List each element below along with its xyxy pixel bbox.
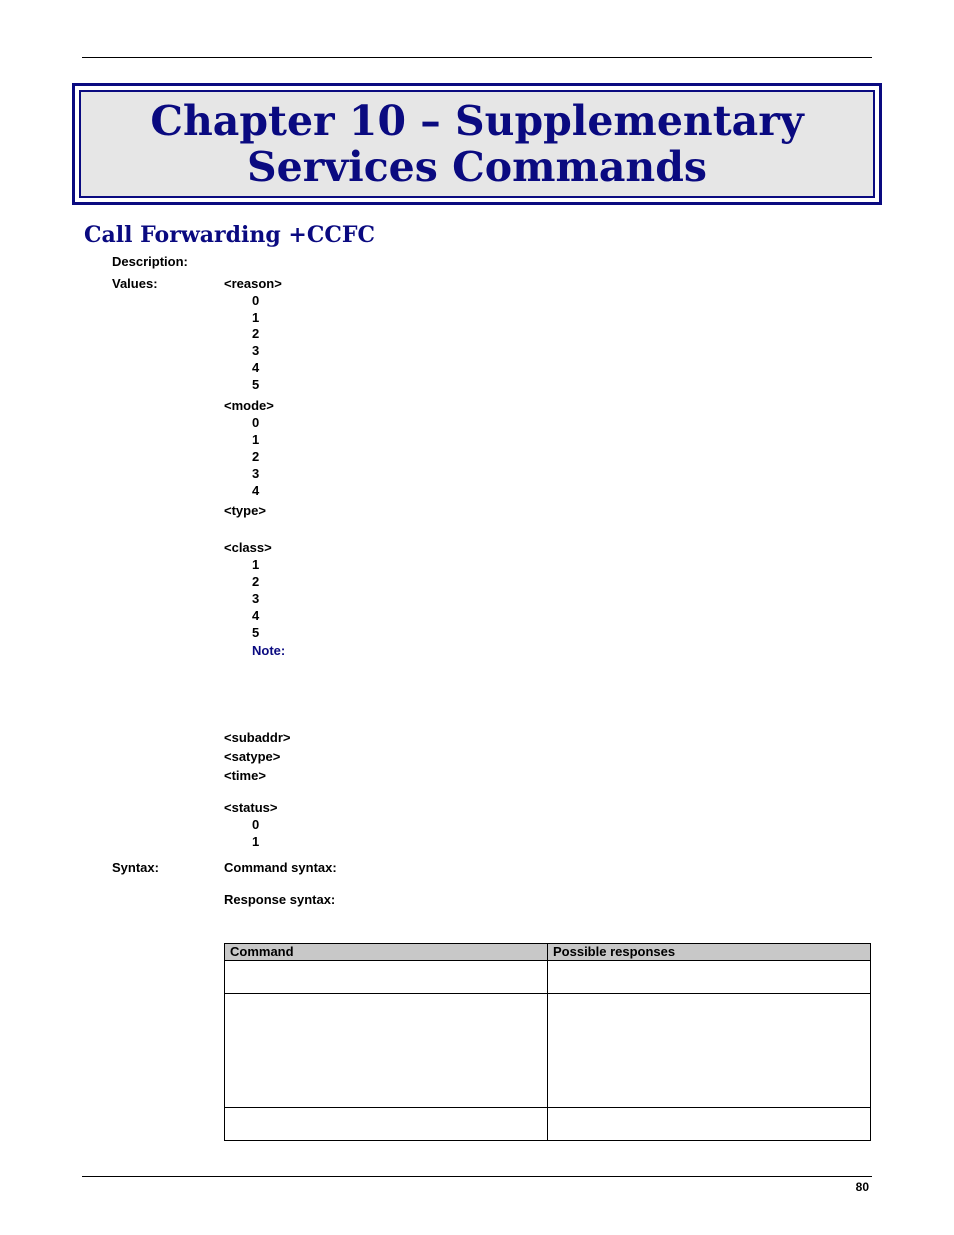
reason-value: 1 [252,310,260,325]
reason-value: 4 [252,360,260,375]
reason-value: 3 [252,343,260,358]
chapter-title-inner [79,90,875,198]
command-table [224,943,871,1141]
param-satype: <satype> [224,749,281,764]
chapter-title-line-2: Services Commands [247,143,707,191]
chapter-title-box [72,83,882,205]
command-syntax-label: Command syntax: [224,860,337,875]
param-status: <status> [224,800,278,815]
mode-value: 0 [252,415,260,430]
table-cell [548,961,871,994]
param-subaddr: <subaddr> [224,730,291,745]
table-row [225,961,871,994]
mode-value: 4 [252,483,260,498]
mode-value: 3 [252,466,260,481]
table-header-responses: Possible responses [548,944,871,961]
response-syntax-label: Response syntax: [224,892,336,907]
class-value: 2 [252,574,260,589]
section-title: Call Forwarding +CCFC [84,222,375,248]
table-cell [548,1108,871,1141]
reason-value: 0 [252,293,260,308]
param-class: <class> [224,540,272,555]
class-value: 1 [252,557,260,572]
table-cell [225,961,548,994]
page-number: 80 [855,1180,869,1194]
param-type: <type> [224,503,266,518]
note-label: Note: [252,643,286,658]
table-header-row [225,944,871,961]
mode-value: 1 [252,432,260,447]
syntax-label: Syntax: [112,860,159,875]
table-row [225,1108,871,1141]
table-cell [225,1108,548,1141]
values-label: Values: [112,276,158,291]
table-cell [548,994,871,1108]
table-cell [225,994,548,1108]
status-value: 0 [252,817,260,832]
mode-value: 2 [252,449,260,464]
param-reason: <reason> [224,276,282,291]
description-label: Description: [112,254,188,269]
chapter-title-line-1: Chapter 10 – Supplementary [150,97,804,145]
class-value: 3 [252,591,260,606]
footer-rule [82,1176,872,1177]
header-rule [82,57,872,58]
table-header-command: Command [225,944,548,961]
class-value: 5 [252,625,260,640]
param-time: <time> [224,768,266,783]
reason-value: 2 [252,326,260,341]
table-row [225,994,871,1108]
param-mode: <mode> [224,398,274,413]
status-value: 1 [252,834,260,849]
reason-value: 5 [252,377,260,392]
class-value: 4 [252,608,260,623]
